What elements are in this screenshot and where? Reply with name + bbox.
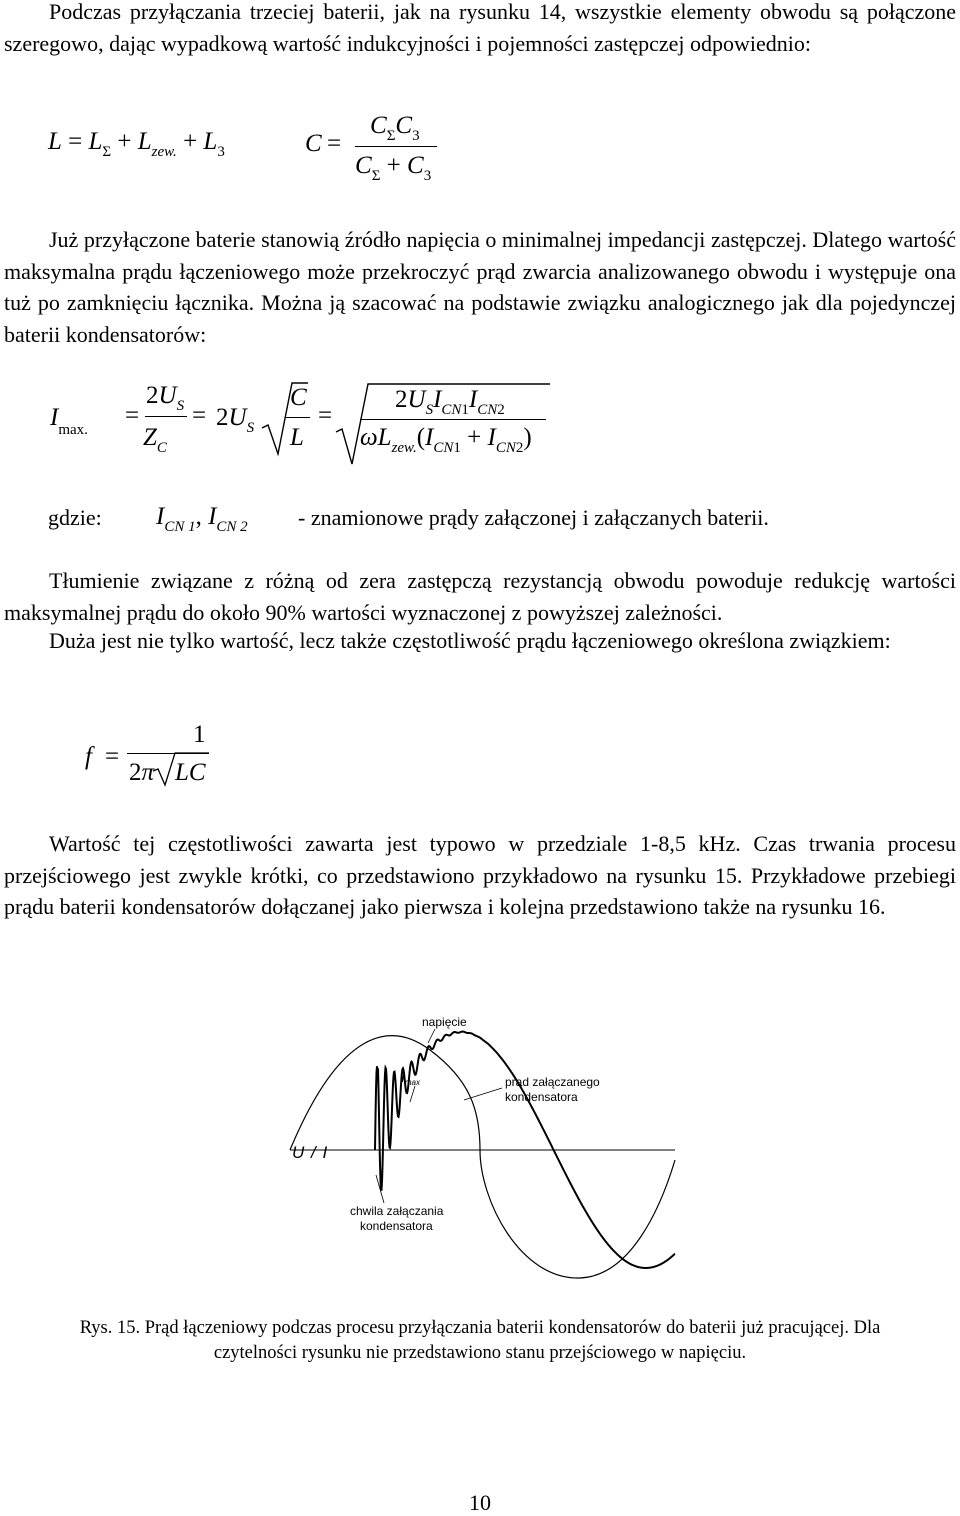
paragraph-2: Już przyłączone baterie stanowią źródło napięcia o minimalnej impedancji zastępczej. Dlatego wartość maksymalna prądu łączeniowego może przekroczyć prąd zwarcia analizowanego obwodu i występuje ona tuż po zamknięciu łącznika. Można ją szacować na podstawie związku analogicznego jak dla pojedynczej baterii kondensatorów: [4,227,956,347]
paragraph-3: Tłumienie związane z różną od zera zastępczą rezystancją obwodu powoduje redukcję wartości maksymalnej prądu do około 90% wartości wyznaczonej z powyższej zależności. [4,568,956,625]
label-axis-ui: U / I [292,1143,329,1162]
paragraph-5: Wartość tej częstotliwości zawarta jest typowo w przedziale 1-8,5 kHz. Czas trwania procesu przejściowego jest zwykle krótki, co przedstawiono przykładowo na rysunku 15. Przykładowe przebiegi prądu baterii kondensatorów dołączanej jako pierwsza i kolejna przedstawiono także na rysunku 16. [4,831,956,919]
voltage-waveform [290,1036,675,1278]
label-prad-line1: prąd załączanego [505,1075,600,1089]
gdzie-label: gdzie: [48,505,102,530]
label-imax: $I_{max}$ [401,1069,421,1087]
equation-capacitance: C = $C_\Sigma C_3$ $C_\Sigma + C_3$ [305,112,445,192]
equation-series-lc: $L = L_\Sigma + L_{zew.} + L_3$ [48,128,225,160]
caption-line-1: Rys. 15. Prąd łączeniowy podczas procesu przyłączania baterii kondensatorów do baterii już pracującej. Dla [79,1318,881,1338]
leader-imax [410,1086,415,1102]
gdzie-line: gdzie: $I_{CN 1}$, $I_{CN 2}$ - znamionowe prądy załączonej i załączanych baterii. [48,503,769,535]
paragraph-1: Podczas przyłączania trzeciej baterii, jak na rysunku 14, wszystkie elementy obwodu są połączone szeregowo, dając wypadkową wartość indukcyjności i pojemności zastępczej odpowiednio: [4,0,956,56]
figure-15-waveform [280,1010,700,1300]
label-prad-line2: kondensatora [505,1090,578,1104]
label-napiecie: napięcie [422,1015,467,1029]
label-chwila-line1: chwila załączania [350,1204,444,1218]
paragraph-4: Duża jest nie tylko wartość, lecz także częstotliwość prądu łączeniowego określona związkiem: [49,628,891,653]
equation-frequency: f = 1 2π LC [85,725,235,795]
leader-prad [464,1088,502,1100]
label-chwila-line2: kondensatora [360,1219,433,1233]
equation-imax: $I_{max.}$ = $2U_S$ $Z_C$ = $2U_S$ C L = $2U_SI_{CN1}I_{CN2}$ $\omega L_{zew.}(I_{CN1} + I_{CN2})$ [50,380,570,470]
figure-caption [20,1316,940,1366]
page-number: 10 [469,1490,491,1515]
gdzie-description: - znamionowe prądy załączonej i załączanych baterii. [298,505,769,530]
leader-napiecie [428,1029,435,1043]
caption-line-2: czytelności rysunku nie przedstawiono stanu przejściowego w napięciu. [213,1343,747,1363]
